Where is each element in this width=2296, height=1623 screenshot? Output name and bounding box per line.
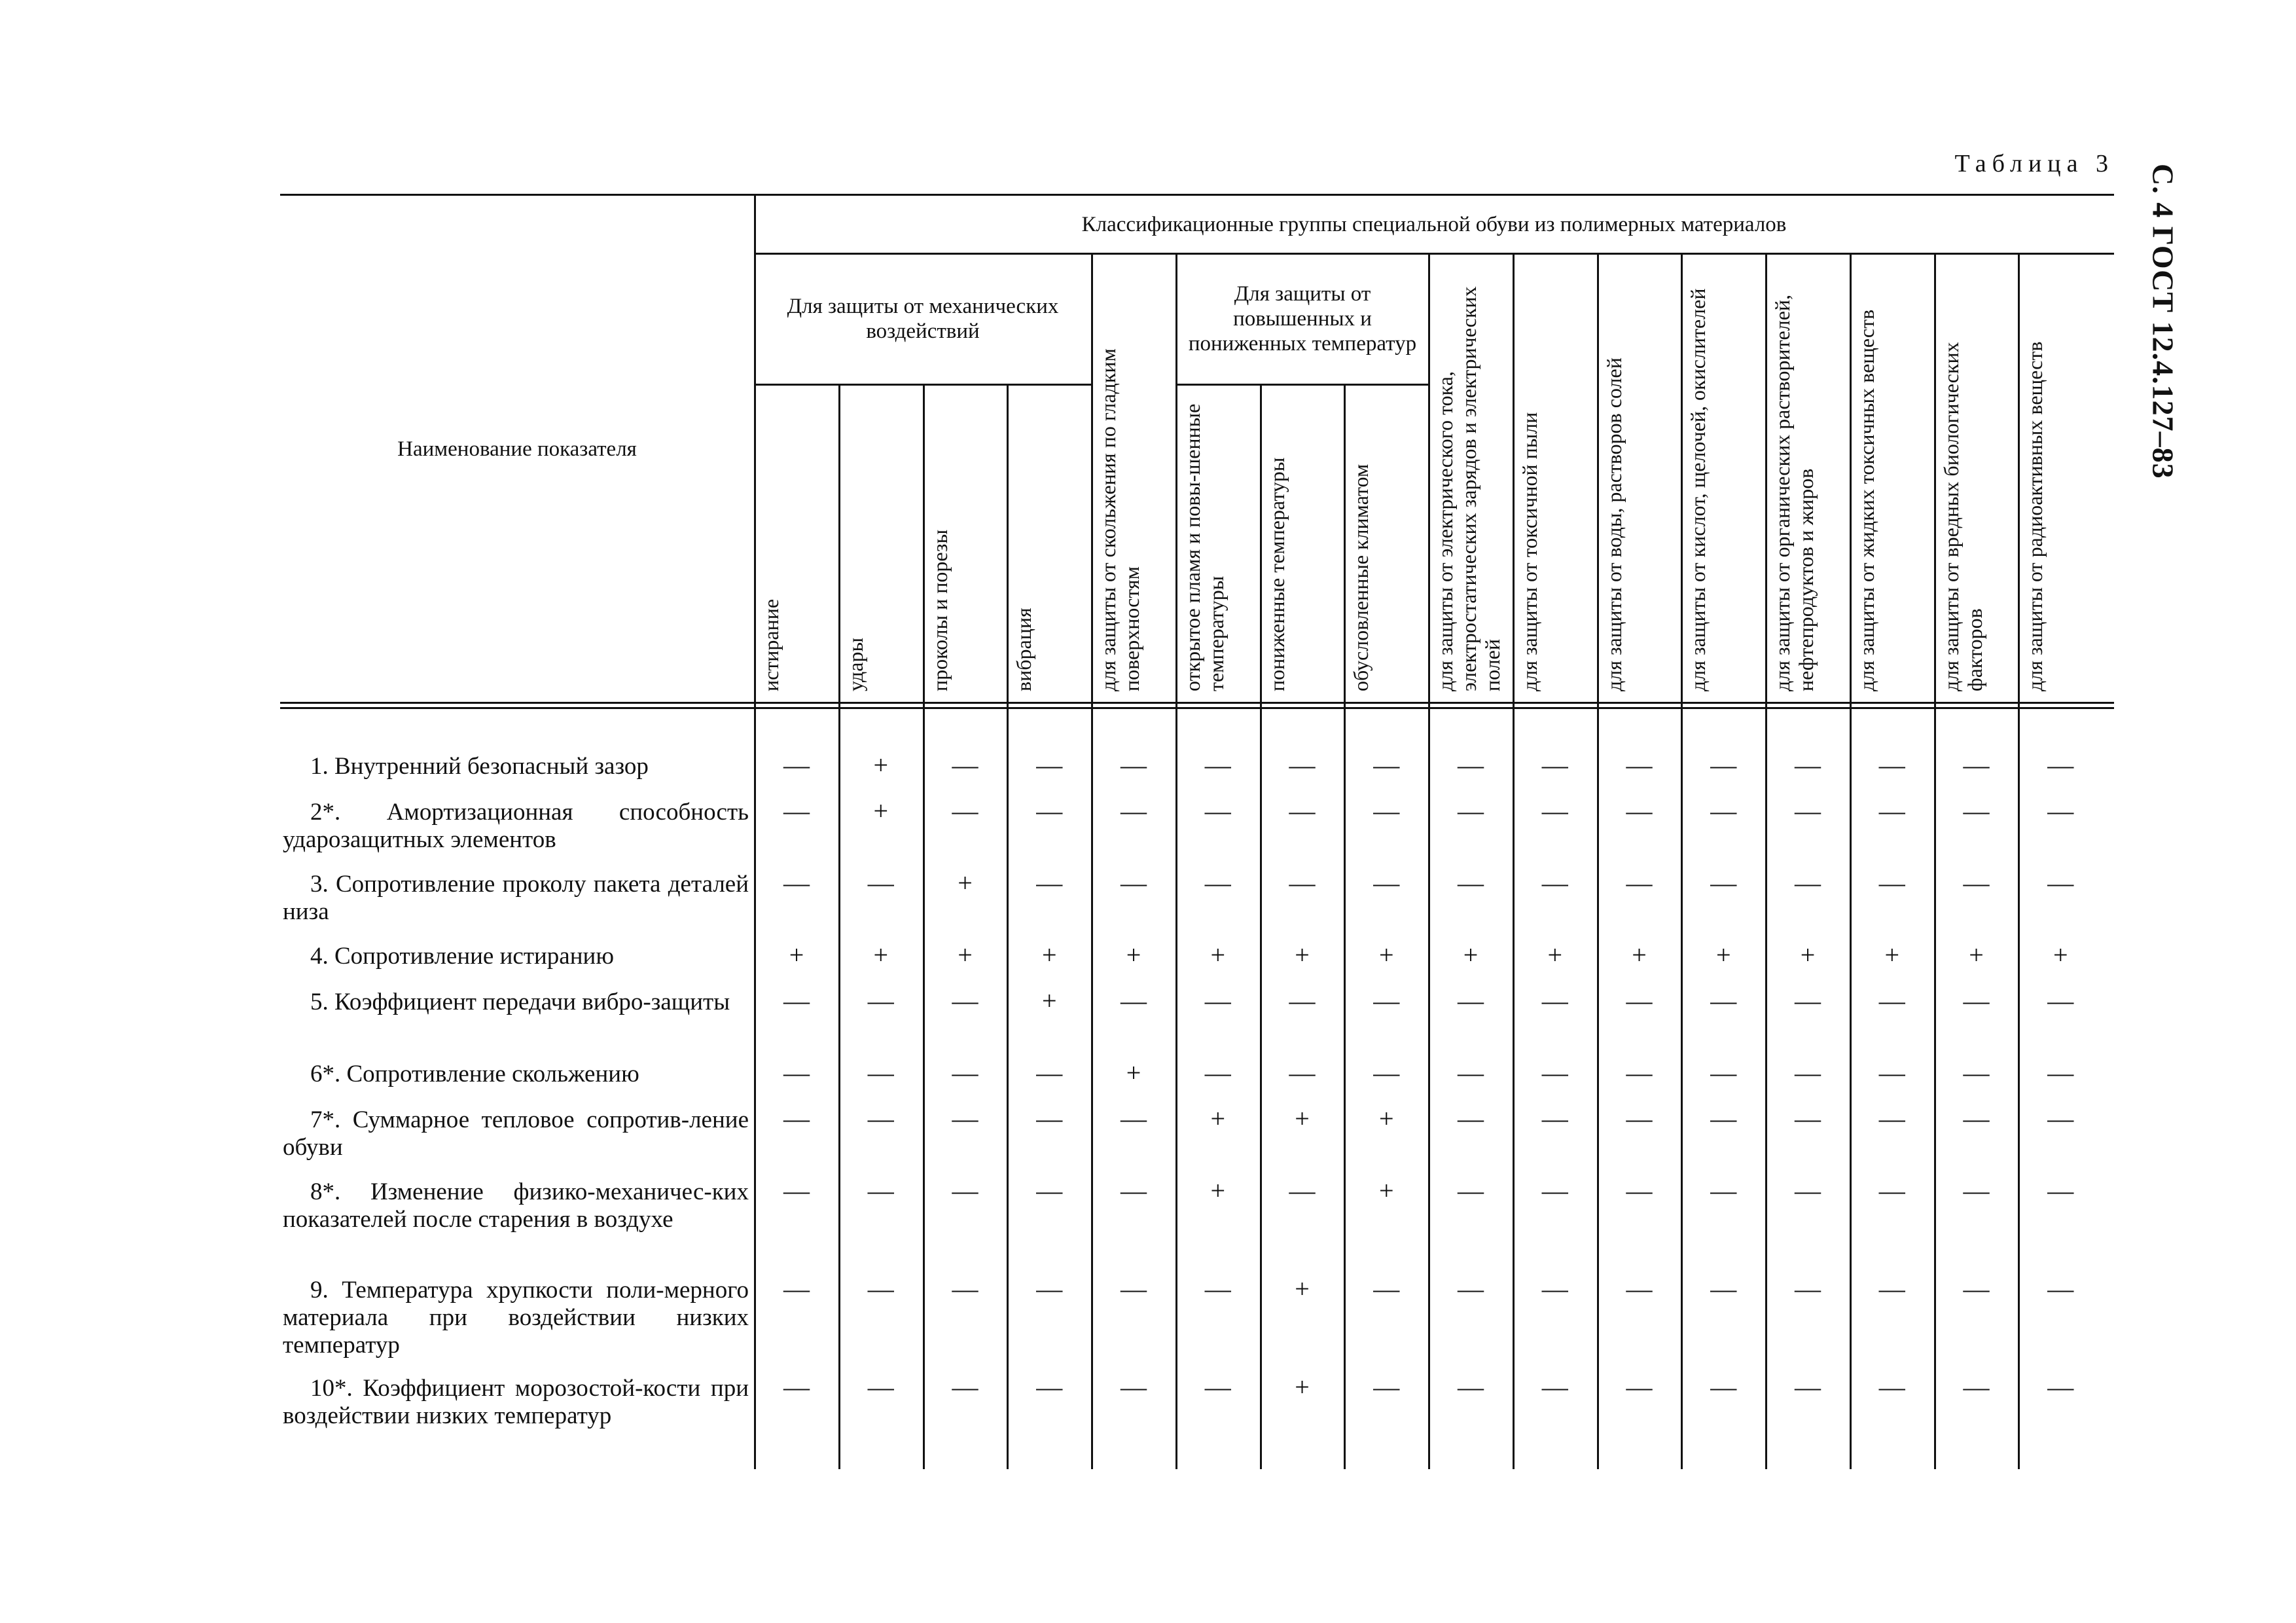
row-number: 4. [310,943,329,970]
table-row-label [283,753,749,780]
table-cell-mark: — [1963,1372,1990,1402]
table-cell-mark: — [1963,1176,1990,1205]
table-cell-mark: — [1289,1058,1316,1087]
table-row-label [283,989,749,1016]
table-caption: Таблица 3 [1954,150,2114,177]
table-cell-mark: — [2047,750,2074,780]
table-cell-mark: — [1204,750,1231,780]
column-header: пониженные температуры [1265,457,1289,691]
row-text: Суммарное тепловое сопротив-ление обуви [283,1106,749,1161]
column-divider [1260,384,1262,1469]
table-cell-mark: — [2047,796,2074,826]
table-cell-mark: + [873,750,889,780]
table-cell-mark: — [1963,1058,1990,1087]
table-cell-mark: + [1378,1176,1394,1205]
table-cell-mark: — [1121,796,1147,826]
column-header: для защиты от токсичной пыли [1517,412,1541,691]
table-cell-mark: + [1126,940,1141,970]
table-cell-mark: — [1036,1104,1063,1133]
table-cell-mark: — [1541,986,1568,1015]
table-cell-mark: + [1126,1058,1141,1087]
table-cell-mark: — [1878,868,1905,898]
class-header-rule [754,253,2114,255]
table-row-label [283,1375,749,1430]
table-row-label [283,1277,749,1359]
table-cell-mark: + [873,940,889,970]
column-header: для защиты от воды, растворов солей [1602,357,1626,691]
table-cell-mark: — [1878,1372,1905,1402]
table-cell-mark: — [1373,986,1400,1015]
table-row-label [283,1061,749,1088]
table-cell-mark: — [1878,796,1905,826]
side-running-head [2130,164,2196,556]
table-row-label [283,799,749,854]
table-cell-mark: — [867,986,894,1015]
column-header: для защиты от радиоактивных веществ [2023,341,2047,691]
table-cell-mark: — [1710,1104,1737,1133]
table-cell-mark: — [1289,868,1316,898]
table-cell-mark: — [1795,796,1821,826]
column-header: вибрация [1012,608,1036,691]
row-text: Коэффициент передачи вибро-защиты [334,989,730,1015]
table-cell-mark: + [1295,940,1310,970]
table-cell-mark: — [2047,868,2074,898]
table-cell-mark: — [1878,986,1905,1015]
table-cell-mark: — [1710,986,1737,1015]
table-cell-mark: — [952,1372,978,1402]
table-cell-mark: + [1210,940,1226,970]
table-cell-mark: — [1626,796,1653,826]
table-cell-mark: — [1626,868,1653,898]
table-cell-mark: — [1373,1274,1400,1304]
table-cell-mark: — [1878,1058,1905,1087]
table-cell-mark: — [1541,1176,1568,1205]
table-cell-mark: — [1458,1058,1484,1087]
table-cell-mark: — [1373,796,1400,826]
row-text: Изменение физико-механичес-ких показателей после старения в воздухе [283,1178,749,1233]
table-cell-mark: — [1458,1104,1484,1133]
table-cell-mark: — [1626,1104,1653,1133]
column-header: для защиты от электрического тока, электростатических зарядов и электрических полей [1433,286,1504,691]
table-cell-mark: — [1373,1372,1400,1402]
table-cell-mark: — [1795,1176,1821,1205]
table-cell-mark: — [952,796,978,826]
table-cell-mark: — [867,1176,894,1205]
table-cell-mark: + [1378,1104,1394,1133]
header-bottom-rule-1 [280,702,2114,704]
table-cell-mark: — [1878,750,1905,780]
table-cell-mark: — [1036,1058,1063,1087]
table-cell-mark: — [1458,1372,1484,1402]
table-cell-mark: — [1204,986,1231,1015]
table-cell-mark: — [1795,1274,1821,1304]
column-divider [1007,384,1009,1469]
table-cell-mark: — [952,1104,978,1133]
table-cell-mark: — [1710,1372,1737,1402]
table-cell-mark: — [1710,1176,1737,1205]
column-divider [1344,384,1346,1469]
table-cell-mark: — [1289,1176,1316,1205]
document-code: С. 4 ГОСТ 12.4.127–83 [2146,164,2180,479]
temp-group-rule [1175,384,1429,386]
column-header: обусловленные климатом [1349,464,1373,691]
table-cell-mark: — [1036,1176,1063,1205]
table-cell-mark: — [1541,1372,1568,1402]
table-cell-mark: + [2053,940,2068,970]
table-cell-mark: — [867,1372,894,1402]
row-number: 10*. [310,1375,353,1402]
row-number: 5. [310,989,329,1015]
table-cell-mark: — [1541,750,1568,780]
table-cell-mark: + [958,868,973,898]
column-header: удары [843,638,867,691]
table-cell-mark: + [1715,940,1731,970]
table-cell-mark: — [783,1104,810,1133]
table-cell-mark: — [1289,750,1316,780]
table-cell-mark: — [1458,1176,1484,1205]
column-header: истирание [759,598,783,691]
table-cell-mark: — [1373,868,1400,898]
table-cell-mark: — [783,1058,810,1087]
table-cell-mark: + [1295,1104,1310,1133]
table-cell-mark: — [1626,1274,1653,1304]
table-cell-mark: + [1210,1104,1226,1133]
table-cell-mark: + [873,796,889,826]
table-cell-mark: — [1878,1104,1905,1133]
table-cell-mark: — [1458,796,1484,826]
table-cell-mark: — [1878,1274,1905,1304]
table-cell-mark: — [1204,1058,1231,1087]
row-text: Амортизационная способность ударозащитных элементов [283,799,749,853]
table-cell-mark: — [952,1274,978,1304]
table-cell-mark: — [783,796,810,826]
table-cell-mark: — [2047,1176,2074,1205]
table-cell-mark: — [1710,796,1737,826]
table-cell-mark: + [1547,940,1563,970]
table-cell-mark: — [1036,750,1063,780]
top-rule [280,194,2114,196]
mechanical-group-header: Для защиты от механических воздействий [787,295,1059,343]
table-cell-mark: — [1963,868,1990,898]
temperature-group-header: Для защиты от повышенных и пониженных температур [1188,282,1417,356]
table-cell-mark: — [783,1176,810,1205]
column-divider [923,384,925,1469]
row-number: 2*. [310,799,341,826]
table-cell-mark: — [1121,1372,1147,1402]
table-cell-mark: — [1541,1274,1568,1304]
table-cell-mark: — [1963,1274,1990,1304]
row-text: Сопротивление скольжению [346,1061,639,1087]
table-cell-mark: — [1121,868,1147,898]
table-cell-mark: — [1289,796,1316,826]
row-number: 9. [310,1277,329,1304]
table-cell-mark: — [1458,750,1484,780]
table-cell-mark: — [1204,1274,1231,1304]
table-cell-mark: + [1800,940,1816,970]
table-cell-mark: — [1963,1104,1990,1133]
table-cell-mark: — [2047,1104,2074,1133]
table-cell-mark: — [1710,1058,1737,1087]
table-cell-mark: — [1036,1372,1063,1402]
table-cell-mark: — [1963,796,1990,826]
table-cell-mark: + [1463,940,1479,970]
header-bottom-rule-2 [280,707,2114,709]
table-cell-mark: — [1795,750,1821,780]
table-cell-mark: — [1795,868,1821,898]
table-row-label [283,1106,749,1161]
row-text: Сопротивление проколу пакета деталей низа [283,871,749,925]
table-cell-mark: — [1121,1274,1147,1304]
indicator-name-header: Наименование показателя [397,437,637,461]
table-cell-mark: + [1969,940,1984,970]
table-cell-mark: — [2047,1372,2074,1402]
table-cell-mark: — [1373,750,1400,780]
table-cell-mark: — [1626,1058,1653,1087]
column-header: открытое пламя и повы-шенные температуры [1180,403,1228,691]
table-cell-mark: — [1204,1372,1231,1402]
table-cell-mark: — [867,868,894,898]
column-divider [838,384,840,1469]
table-cell-mark: + [1295,1274,1310,1304]
table-cell-mark: — [2047,986,2074,1015]
table-cell-mark: — [1373,1058,1400,1087]
table-cell-mark: — [952,986,978,1015]
table-cell-mark: — [867,1274,894,1304]
column-header: для защиты от кислот, щелочей, окислителей [1686,288,1710,691]
row-number: 8*. [310,1178,341,1205]
table-cell-mark: — [783,986,810,1015]
table-cell-mark: — [952,1176,978,1205]
row-text: Сопротивление истиранию [334,943,614,970]
row-number: 7*. [310,1106,341,1133]
table-cell-mark: — [783,1274,810,1304]
column-header: для защиты от скольжения по гладким поверхностям [1096,348,1143,691]
table-cell-mark: — [1289,986,1316,1015]
table-cell-mark: — [952,1058,978,1087]
table-cell-mark: — [1963,750,1990,780]
table-cell-mark: — [1626,750,1653,780]
column-header: для защиты от органических растворителей, нефтепродуктов и жиров [1770,294,1818,691]
table-cell-mark: + [958,940,973,970]
table-cell-mark: — [1710,750,1737,780]
table-cell-mark: + [1210,1176,1226,1205]
table-cell-mark: — [1541,1104,1568,1133]
table-cell-mark: — [1541,796,1568,826]
row-number: 1. [310,753,329,780]
table-row-label [283,1178,749,1233]
table-cell-mark: — [783,868,810,898]
table-cell-mark: + [1295,1372,1310,1402]
table-cell-mark: — [952,750,978,780]
table-cell-mark: — [1036,796,1063,826]
table-cell-mark: — [1795,1372,1821,1402]
table-cell-mark: — [1626,1176,1653,1205]
table-row-label [283,871,749,926]
table-cell-mark: — [1626,986,1653,1015]
table-cell-mark: — [1795,986,1821,1015]
table-cell-mark: + [1041,940,1057,970]
table-cell-mark: — [867,1104,894,1133]
table-cell-mark: — [1121,1176,1147,1205]
table-cell-mark: — [783,750,810,780]
table-cell-mark: — [1878,1176,1905,1205]
table-cell-mark: — [1204,796,1231,826]
table-cell-mark: — [1121,1104,1147,1133]
table-cell-mark: — [1963,986,1990,1015]
table-row-label [283,943,749,970]
table-cell-mark: — [1458,868,1484,898]
table-cell-mark: — [1795,1058,1821,1087]
table-cell-mark: — [1458,986,1484,1015]
table-cell-mark: — [2047,1058,2074,1087]
table-cell-mark: — [1204,868,1231,898]
table-cell-mark: — [1710,1274,1737,1304]
row-text: Коэффициент морозостой-кости при воздействии низких температур [283,1375,749,1429]
table-cell-mark: — [2047,1274,2074,1304]
row-number: 6*. [310,1061,341,1087]
table-cell-mark: + [1041,986,1057,1015]
row-number: 3. [310,871,329,898]
table-cell-mark: — [1541,1058,1568,1087]
table-cell-mark: — [1626,1372,1653,1402]
table-cell-mark: — [1541,868,1568,898]
classification-header: Классификационные группы специальной обуви из полимерных материалов [1081,213,1787,236]
table-cell-mark: — [1795,1104,1821,1133]
column-header: для защиты от жидких токсичных веществ [1854,309,1878,691]
table-cell-mark: — [1036,1274,1063,1304]
table-cell-mark: — [1121,986,1147,1015]
table-cell-mark: + [1632,940,1647,970]
table-cell-mark: — [1458,1274,1484,1304]
column-header: для защиты от вредных биологических факторов [1939,342,1986,691]
table-cell-mark: + [789,940,804,970]
table-cell-mark: — [1036,868,1063,898]
column-header: проколы и порезы [927,529,952,691]
table-cell-mark: + [1884,940,1900,970]
row-text: Температура хрупкости поли-мерного материала при воздействии низких температур [283,1277,749,1359]
table-cell-mark: — [1121,750,1147,780]
table-cell-mark: — [783,1372,810,1402]
row-text: Внутренний безопасный зазор [334,753,649,780]
table-cell-mark: — [867,1058,894,1087]
table-cell-mark: — [1710,868,1737,898]
table-cell-mark: + [1378,940,1394,970]
